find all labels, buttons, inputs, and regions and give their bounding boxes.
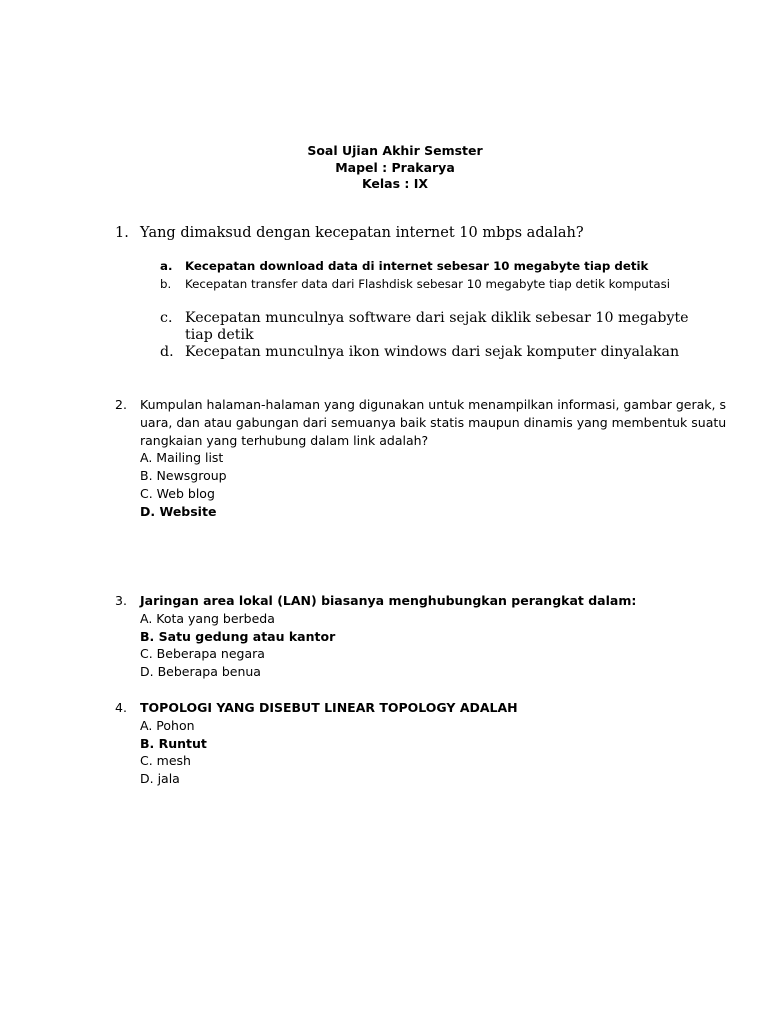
option-letter: b. xyxy=(160,276,172,291)
question-1 xyxy=(115,224,715,360)
option-a: A. Pohon xyxy=(140,717,195,733)
option-c: C. Web blog xyxy=(140,485,215,501)
option-b: B. Satu gedung atau kantor xyxy=(140,628,336,644)
option-b: B. Runtut xyxy=(140,735,207,751)
option-a: A. Kota yang berbeda xyxy=(140,610,275,626)
question-text-line: uara, dan atau gabungan dari semuanya baik statis maupun dinamis yang membentuk suatu xyxy=(140,414,727,430)
option-b: B. Newsgroup xyxy=(140,468,227,484)
question-text: Jaringan area lokal (LAN) biasanya menghubungkan perangkat dalam: xyxy=(140,593,637,608)
question-text-line: rangkaian yang terhubung dalam link adalah? xyxy=(140,432,429,448)
option-text: Kecepatan transfer data dari Flashdisk sebesar 10 megabyte tiap detik komputasi xyxy=(185,276,671,291)
option-text: Kecepatan download data di internet sebesar 10 megabyte tiap detik xyxy=(185,259,649,273)
question-number: 1. xyxy=(115,225,129,241)
class-label: Kelas : IX xyxy=(361,176,429,191)
question-4 xyxy=(115,699,715,788)
option-letter: d. xyxy=(160,344,174,360)
option-d: D. Website xyxy=(140,503,217,519)
question-text: Yang dimaksud dengan kecepatan internet 10 mbps adalah? xyxy=(140,225,584,241)
document-header xyxy=(0,143,768,193)
option-c: C. mesh xyxy=(140,753,191,769)
question-text-line: Kumpulan halaman-halaman yang digunakan untuk menampilkan informasi, gambar gerak, s xyxy=(140,397,726,412)
option-a xyxy=(160,258,720,276)
option-text: Kecepatan munculnya ikon windows dari sejak komputer dinyalakan xyxy=(185,344,680,360)
subject-label: Mapel : Prakarya xyxy=(335,159,455,175)
question-3 xyxy=(115,592,715,681)
option-list xyxy=(160,258,720,293)
exam-title: Soal Ujian Akhir Semster xyxy=(307,143,483,158)
question-2 xyxy=(115,396,727,521)
option-b xyxy=(160,276,720,294)
question-number: 3. xyxy=(115,593,127,608)
question-text: TOPOLOGI YANG DISEBUT LINEAR TOPOLOGY ADALAH xyxy=(140,700,518,715)
option-list xyxy=(160,310,720,361)
question-number: 4. xyxy=(115,700,127,715)
option-letter: c. xyxy=(160,310,173,326)
option-d: D. Beberapa benua xyxy=(140,664,261,680)
option-d: D. jala xyxy=(140,771,180,787)
option-text: Kecepatan munculnya software dari sejak diklik sebesar 10 megabyte tiap detik xyxy=(185,310,689,343)
option-a: A. Mailing list xyxy=(140,450,224,466)
option-c xyxy=(160,310,720,344)
option-c: C. Beberapa negara xyxy=(140,646,265,662)
option-letter: a. xyxy=(160,259,173,273)
option-d xyxy=(160,344,720,361)
question-number: 2. xyxy=(115,397,127,412)
